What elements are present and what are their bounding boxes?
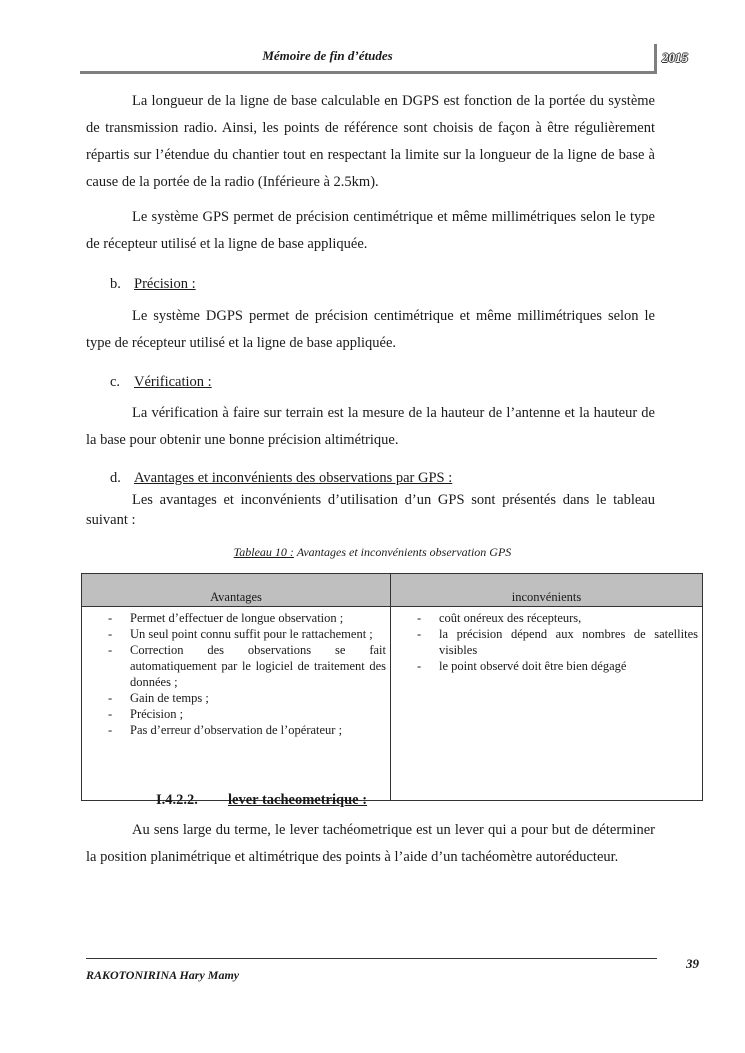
list-item: - Gain de temps ; [86, 690, 386, 706]
page-number: 39 [686, 956, 699, 971]
paragraph-verification: La vérification à faire sur terrain est la mesure de la hauteur de l’antenne et la hauteur de la base pour obtenir une bonne précision altimétrique. [86, 405, 655, 448]
list-item: - la précision dépend aux nombres de satellites visibles [395, 626, 698, 658]
table-header-advantages: Avantages [82, 574, 391, 607]
section-heading: I.4.2.2. lever tacheometrique : [156, 792, 368, 808]
subsection-advantages: d. Avantages et inconvénients des observations par GPS : [110, 470, 453, 486]
subsection-verification: c. Vérification : [110, 374, 212, 390]
advantages-cell [82, 607, 391, 801]
list-item: - Permet d’effectuer de longue observation ; [86, 610, 386, 626]
disadvantages-cell [391, 607, 703, 801]
paragraph-dgps-precision: Le système DGPS permet de précision centimétrique et même millimétriques selon le type de récepteur utilisé et la ligne de base appliquée. [86, 308, 655, 351]
header-rule [80, 71, 654, 74]
table-header-disadvantages: inconvénients [391, 574, 703, 607]
list-item: - Correction des observations se fait automatiquement par le logiciel de traitement des données ; [86, 642, 386, 690]
subsection-precision: b. Précision : [110, 276, 196, 292]
header-divider [654, 44, 657, 74]
list-item: - coût onéreux des récepteurs, [395, 610, 698, 626]
list-item: - le point observé doit être bien dégagé [395, 658, 698, 674]
footer-rule [86, 958, 657, 959]
paragraph-table-intro: Les avantages et inconvénients d’utilisation d’un GPS sont présentés dans le tableau suivant : [86, 492, 655, 528]
list-item: - Pas d’erreur d’observation de l’opérateur ; [86, 722, 386, 738]
paragraph-tacheometric: Au sens large du terme, le lever tachéometrique est un lever qui a pour but de déterminer la position planimétrique et altimétrique des points à l’aide d’un tachéomètre autoréducteur. [86, 822, 655, 865]
header-year: 2015 [662, 50, 688, 65]
header-title: Mémoire de fin d’études [262, 48, 393, 63]
footer-author: RAKOTONIRINA Hary Mamy [86, 968, 240, 982]
paragraph-dgps-baseline: La longueur de la ligne de base calculable en DGPS est fonction de la portée du système de transmission radio. Ainsi, les points de référence sont choisis de façon à être régulièrement répartis sur l’étendue du chantier tout en respectant la limite sur la longueur de la ligne de base à cause de la portée de la radio (Inférieure à 2.5km). [86, 93, 655, 190]
paragraph-gps-precision: Le système GPS permet de précision centimétrique et même millimétriques selon le type de récepteur utilisé et la ligne de base appliquée. [86, 209, 655, 252]
advantages-table [81, 573, 703, 801]
list-item: - Un seul point connu suffit pour le rattachement ; [86, 626, 386, 642]
table-caption: Tableau 10 : Avantages et inconvénients observation GPS [233, 545, 512, 559]
list-item: - Précision ; [86, 706, 386, 722]
